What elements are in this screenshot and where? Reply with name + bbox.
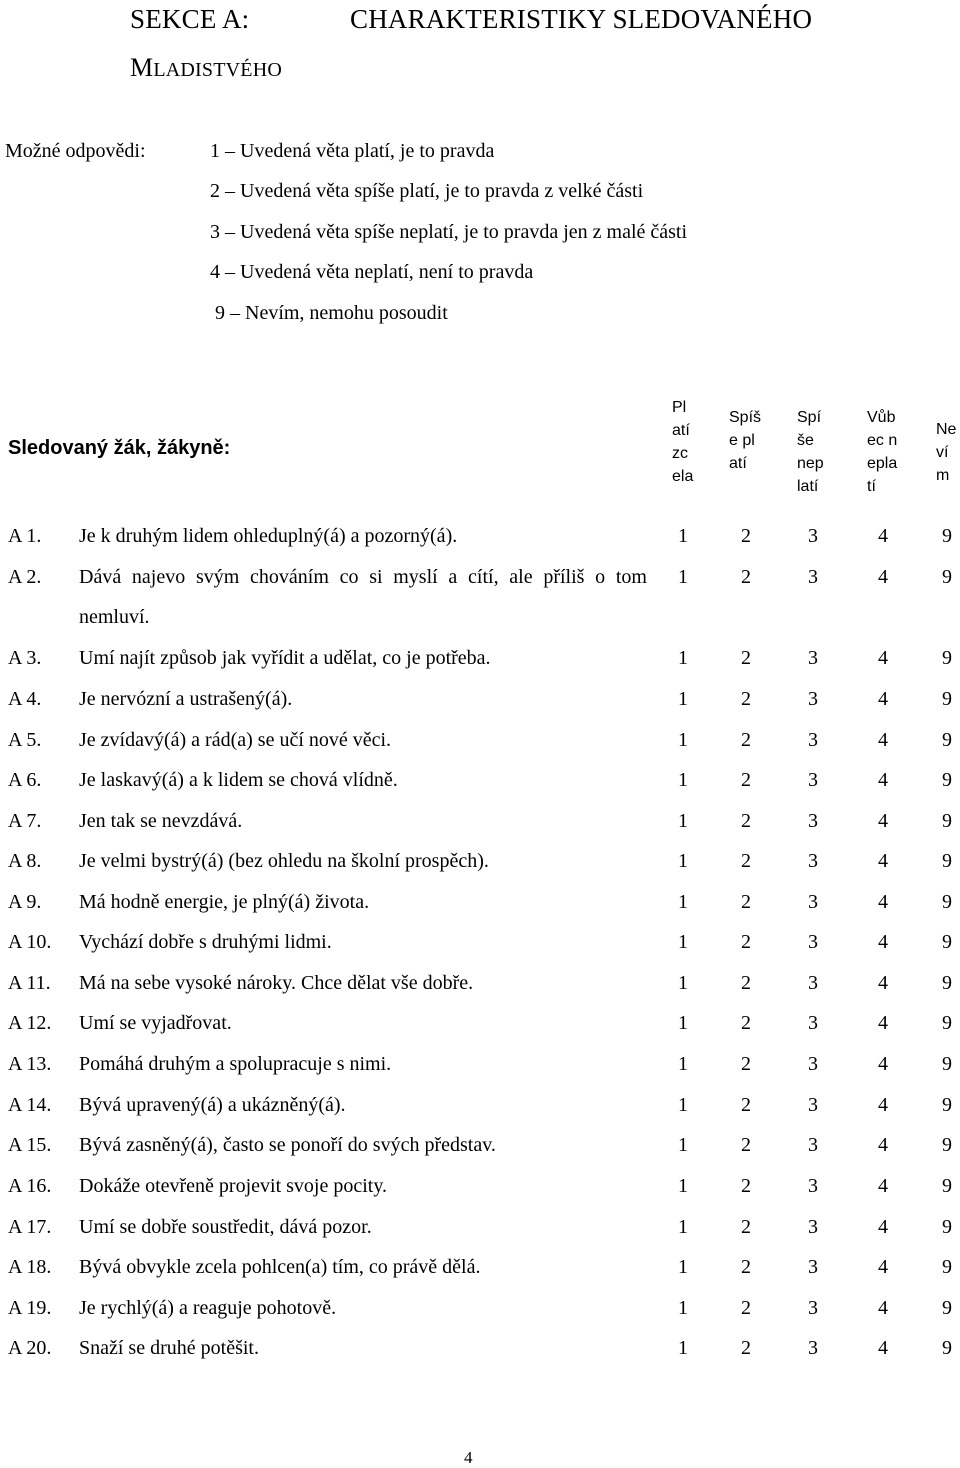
scale-option[interactable]: 2 [741,566,751,588]
scale-option[interactable]: 4 [878,1053,888,1075]
scale-option[interactable]: 4 [878,810,888,832]
item-code: A 4. [8,688,42,710]
scale-option[interactable]: 4 [878,769,888,791]
scale-option[interactable]: 3 [808,769,818,791]
column-header: Spíše platí [729,409,762,472]
scale-option[interactable]: 1 [678,1256,688,1278]
scale-option[interactable]: 9 [942,1337,952,1359]
item-code: A 16. [8,1175,52,1197]
scale-option[interactable]: 2 [741,1337,751,1359]
scale-option[interactable]: 4 [878,1337,888,1359]
item-text: Umí najít způsob jak vyřídit a udělat, co je potřeba. [79,647,491,669]
column-header: Nevím [936,421,957,484]
scale-option[interactable]: 2 [741,931,751,953]
scale-option[interactable]: 4 [878,566,888,588]
scale-option[interactable]: 1 [678,647,688,669]
scale-option[interactable]: 9 [942,1134,952,1156]
scale-option[interactable]: 4 [878,729,888,751]
item-text: Je laskavý(á) a k lidem se chová vlídně. [79,769,398,791]
table-row [0,525,960,555]
scale-option[interactable]: 4 [878,1094,888,1116]
table-row [0,1012,960,1042]
scale-option[interactable]: 2 [741,891,751,913]
item-text: Bývá upravený(á) a ukázněný(á). [79,1094,346,1116]
scale-option[interactable]: 9 [942,1216,952,1238]
scale-option[interactable]: 9 [942,1012,952,1034]
table-row [0,850,960,880]
section-label: SEKCE A: [130,4,250,34]
item-code: A 15. [8,1134,52,1156]
scale-option[interactable]: 3 [808,647,818,669]
item-text: Bývá zasněný(á), často se ponoří do svých představ. [79,1134,496,1156]
item-text: Je zvídavý(á) a rád(a) se učí nové věci. [79,729,392,751]
scale-option[interactable]: 3 [808,931,818,953]
scale-option[interactable]: 3 [808,1175,818,1197]
table-row [0,1053,960,1083]
table-row [0,810,960,840]
scale-option[interactable]: 3 [808,1053,818,1075]
scale-option[interactable]: 3 [808,891,818,913]
scale-option[interactable]: 4 [878,688,888,710]
scale-option[interactable]: 2 [741,769,751,791]
scale-option[interactable]: 4 [878,1256,888,1278]
scale-option[interactable]: 4 [878,1134,888,1156]
item-text: Je k druhým lidem ohleduplný(á) a pozorný(á). [79,525,458,547]
table-row [0,1216,960,1246]
scale-option[interactable]: 9 [942,729,952,751]
item-text: Má na sebe vysoké nároky. Chce dělat vše dobře. [79,972,474,994]
table-row [0,1094,960,1124]
scale-option[interactable]: 1 [678,1094,688,1116]
scale-option[interactable]: 9 [942,566,952,588]
item-text: Jen tak se nevzdává. [79,810,243,832]
scale-option[interactable]: 1 [678,891,688,913]
scale-option[interactable]: 2 [741,1175,751,1197]
item-code: A 18. [8,1256,52,1278]
item-text: Umí se dobře soustředit, dává pozor. [79,1216,372,1238]
scale-option[interactable]: 9 [942,972,952,994]
table-row [0,931,960,961]
section-title-line1: CHARAKTERISTIKY SLEDOVANÉHO [350,4,813,34]
table-row [0,1134,960,1164]
scale-option[interactable]: 2 [741,1053,751,1075]
scale-option[interactable]: 2 [741,1256,751,1278]
scale-option[interactable]: 1 [678,1337,688,1359]
scale-option[interactable]: 4 [878,525,888,547]
student-label: Sledovaný žák, žákyně: [8,437,231,459]
scale-option[interactable]: 2 [741,1297,751,1319]
table-row [0,1256,960,1286]
section-title-line2 [130,53,282,83]
scale-option[interactable]: 1 [678,769,688,791]
table-row [0,566,960,628]
item-code: A 8. [8,850,42,872]
scale-option[interactable]: 3 [808,1256,818,1278]
item-code: A 14. [8,1094,52,1116]
answer-option: 2 – Uvedená věta spíše platí, je to pravda z velké části [210,180,644,202]
column-header: Spíše neplatí [797,409,824,495]
scale-option[interactable]: 1 [678,1175,688,1197]
scale-option[interactable]: 9 [942,1297,952,1319]
scale-option[interactable]: 1 [678,1297,688,1319]
scale-option[interactable]: 3 [808,1094,818,1116]
table-row [0,972,960,1002]
scale-option[interactable]: 1 [678,850,688,872]
table-row [0,891,960,921]
item-code: A 12. [8,1012,52,1034]
table-row [0,1175,960,1205]
table-row [0,688,960,718]
scale-option[interactable]: 3 [808,525,818,547]
scale-option[interactable]: 1 [678,525,688,547]
item-code: A 3. [8,647,42,669]
item-text: Bývá obvykle zcela pohlcen(a) tím, co právě dělá. [79,1256,481,1278]
item-code: A 1. [8,525,42,547]
scale-option[interactable]: 9 [942,1094,952,1116]
item-code: A 13. [8,1053,52,1075]
scale-option[interactable]: 3 [808,688,818,710]
scale-option[interactable]: 9 [942,810,952,832]
item-text: Dává najevo svým chováním co si myslí a cítí, ale příliš o tom nemluví. [79,566,647,628]
title-line2-rest: LADISTVÉHO [153,59,282,81]
scale-option[interactable]: 1 [678,1216,688,1238]
scale-option[interactable]: 2 [741,1094,751,1116]
scale-option[interactable]: 2 [741,810,751,832]
answers-label: Možné odpovědi: [5,140,146,162]
column-header: Platí zcela [672,399,694,485]
item-text: Dokáže otevřeně projevit svoje pocity. [79,1175,388,1197]
scale-option[interactable]: 2 [741,525,751,547]
item-code: A 17. [8,1216,52,1238]
scale-option[interactable]: 3 [808,1337,818,1359]
scale-option[interactable]: 1 [678,931,688,953]
item-text: Snaží se druhé potěšit. [79,1337,259,1359]
scale-option[interactable]: 3 [808,729,818,751]
column-header: Vůbec neplatí [867,409,898,495]
answer-option: 9 – Nevím, nemohu posoudit [215,302,448,324]
scale-option[interactable]: 1 [678,972,688,994]
scale-option[interactable]: 2 [741,1216,751,1238]
scale-option[interactable]: 3 [808,850,818,872]
scale-option[interactable]: 1 [678,1012,688,1034]
scale-option[interactable]: 2 [741,729,751,751]
item-code: A 6. [8,769,42,791]
scale-option[interactable]: 2 [741,1012,751,1034]
table-row [0,769,960,799]
scale-option[interactable]: 4 [878,1175,888,1197]
item-code: A 11. [8,972,51,994]
scale-option[interactable]: 9 [942,931,952,953]
scale-option[interactable]: 3 [808,972,818,994]
item-text: Má hodně energie, je plný(á) života. [79,891,370,913]
scale-option[interactable]: 9 [942,1053,952,1075]
answer-option: 1 – Uvedená věta platí, je to pravda [210,140,495,162]
scale-option[interactable]: 3 [808,810,818,832]
scale-option[interactable]: 9 [942,891,952,913]
scale-option[interactable]: 4 [878,891,888,913]
scale-option[interactable]: 9 [942,525,952,547]
title-line2-capital: M [130,53,154,82]
scale-option[interactable]: 1 [678,729,688,751]
table-row [0,1337,960,1367]
scale-option[interactable]: 9 [942,850,952,872]
item-code: A 9. [8,891,42,913]
scale-option[interactable]: 3 [808,1297,818,1319]
scale-option[interactable]: 2 [741,647,751,669]
item-code: A 10. [8,931,52,953]
scale-option[interactable]: 1 [678,810,688,832]
scale-option[interactable]: 3 [808,1216,818,1238]
scale-option[interactable]: 4 [878,850,888,872]
item-code: A 20. [8,1337,52,1359]
item-text: Je nervózní a ustrašený(á). [79,688,293,710]
item-text: Pomáhá druhým a spolupracuje s nimi. [79,1053,392,1075]
scale-option[interactable]: 4 [878,972,888,994]
scale-option[interactable]: 2 [741,688,751,710]
scale-option[interactable]: 9 [942,769,952,791]
scale-option[interactable]: 9 [942,1256,952,1278]
item-code: A 7. [8,810,42,832]
item-text: Je velmi bystrý(á) (bez ohledu na školní prospěch). [79,850,489,872]
scale-option[interactable]: 2 [741,1134,751,1156]
item-code: A 19. [8,1297,52,1319]
scale-option[interactable]: 4 [878,1297,888,1319]
scale-option[interactable]: 3 [808,1012,818,1034]
scale-option[interactable]: 1 [678,688,688,710]
scale-option[interactable]: 2 [741,850,751,872]
answer-option: 3 – Uvedená věta spíše neplatí, je to pravda jen z malé části [210,221,688,243]
item-text: Vychází dobře s druhými lidmi. [79,931,332,953]
scale-option[interactable]: 3 [808,1134,818,1156]
scale-option[interactable]: 9 [942,647,952,669]
scale-option[interactable]: 4 [878,1216,888,1238]
item-code: A 2. [8,566,42,588]
scale-option[interactable]: 9 [942,1175,952,1197]
scale-option[interactable]: 4 [878,931,888,953]
scale-option[interactable]: 4 [878,1012,888,1034]
page-number: 4 [464,1448,473,1467]
table-row [0,1297,960,1327]
answer-option: 4 – Uvedená věta neplatí, není to pravda [210,261,534,283]
item-code: A 5. [8,729,42,751]
scale-option[interactable]: 4 [878,647,888,669]
scale-option[interactable]: 1 [678,566,688,588]
table-row [0,729,960,759]
item-text: Umí se vyjadřovat. [79,1012,232,1034]
scale-option[interactable]: 1 [678,1053,688,1075]
scale-option[interactable]: 9 [942,688,952,710]
scale-option[interactable]: 2 [741,972,751,994]
table-row [0,647,960,677]
scale-option[interactable]: 3 [808,566,818,588]
scale-option[interactable]: 1 [678,1134,688,1156]
item-text: Je rychlý(á) a reaguje pohotově. [79,1297,337,1319]
